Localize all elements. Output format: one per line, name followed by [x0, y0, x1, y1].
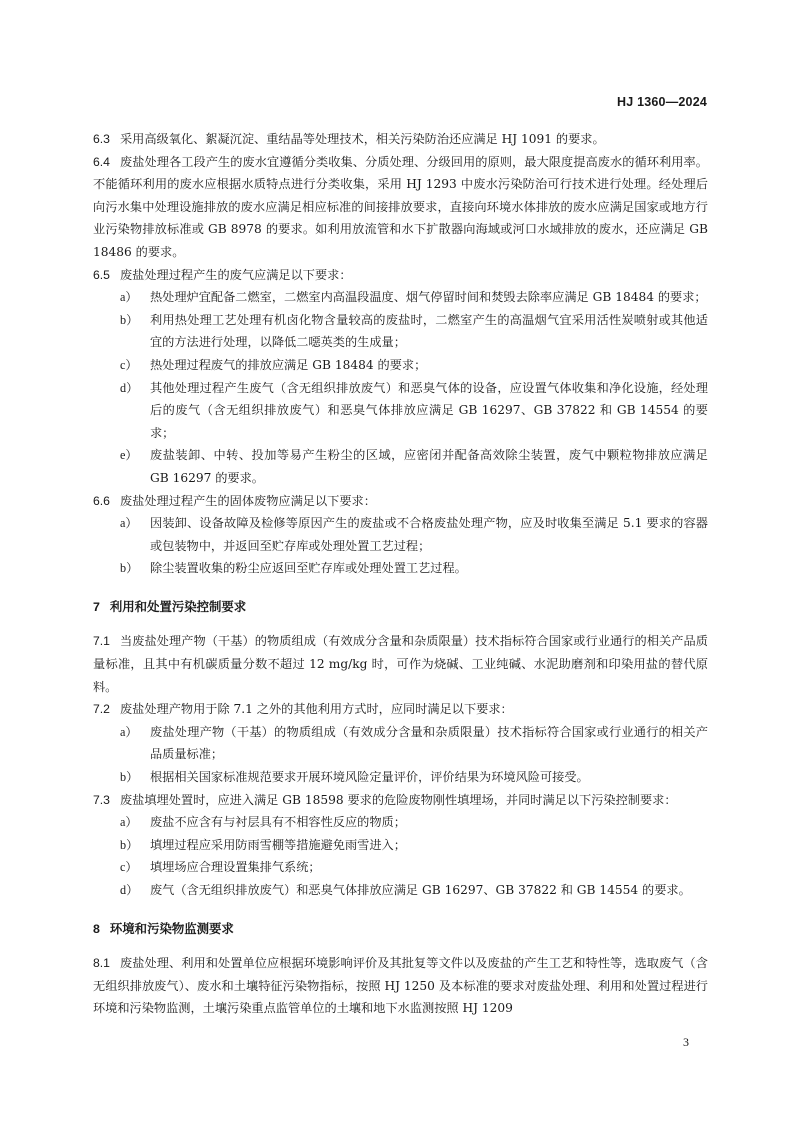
- list-item: d） 废气（含无组织排放废气）和恶臭气体排放应满足 GB 16297、GB 37822 和 GB 14554 的要求。: [120, 883, 691, 897]
- list-item: b） 利用热处理工艺处理有机卤化物含量较高的废盐时，二燃室产生的高温烟气宜采用活性炭喷射或其他适宜的方法进行处理，以降低二噁英类的生成量；: [120, 312, 708, 350]
- list-item: c） 填埋场应合理设置集排气系统；: [120, 860, 321, 875]
- list-item: a） 热处理炉宜配备二燃室，二燃室内高温段温度、烟气停留时间和焚毁去除率应满足 GB 18484 的要求；: [120, 290, 707, 305]
- list-item: a） 因装卸、设备故障及检修等原因产生的废盐或不合格废盐处理产物，应及时收集至满足 5.1 要求的容器或包装物中，并返回至贮存库或处理处置工艺过程；: [120, 516, 708, 553]
- clause-6-4: 6.4 废盐处理各工段产生的废水宜遵循分类收集、分质处理、分级回用的原则，最大限度提高废水的循环利用率。不能循环利用的废水应根据水质特点进行分类收集，采用 HJ 1293 中废水污染防治可行技术进行处理。经处理后向污水集中处理设施排放的废水应满足相应标准的间接排放要求，直接向环境水体排放的废水应满足国家或地方行业污染物排放标准或 GB 8978 的要求。如利用放流管和水下扩散器向海域或河口水域排放的废水，还应满足 GB 18486 的要求。: [93, 154, 708, 259]
- clause-7-3: 7.3 废盐填埋处置时，应进入满足 GB 18598 要求的危险废物刚性填埋场，并同时满足以下污染控制要求：: [93, 792, 677, 807]
- list-item: b） 填埋过程应采用防雨雪棚等措施避免雨雪进入；: [120, 837, 406, 852]
- list-item: d） 其他处理过程产生废气（含无组织排放废气）和恶臭气体的设备，应设置气体收集和净化设施，经处理后的废气（含无组织排放废气）和恶臭气体排放应满足 GB 16297、GB 37822 和 GB 14554 的要求；: [120, 380, 708, 440]
- clause-6-5: 6.5 废盐处理过程产生的废气应满足以下要求：: [93, 267, 352, 282]
- page-number: 3: [683, 1035, 689, 1049]
- list-item: e） 废盐装卸、中转、投加等易产生粉尘的区域，应密闭并配备高效除尘装置，废气中颗粒物排放应满足 GB 16297 的要求。: [120, 448, 708, 485]
- section-heading-8: 8 环境和污染物监测要求: [93, 921, 234, 936]
- list-item: c） 热处理过程废气的排放应满足 GB 18484 的要求；: [120, 357, 427, 372]
- clause-7-2: 7.2 废盐处理产物用于除 7.1 之外的其他利用方式时，应同时满足以下要求：: [93, 702, 513, 717]
- list-item: b） 除尘装置收集的粉尘应返回至贮存库或处理处置工艺过程。: [120, 561, 467, 576]
- doc-code: HJ 1360—2024: [617, 95, 707, 109]
- clause-6-3: 6.3 采用高级氧化、絮凝沉淀、重结晶等处理技术，相关污染防治还应满足 HJ 1091 的要求。: [93, 132, 605, 146]
- list-item: a） 废盐处理产物（干基）的物质组成（有效成分含量和杂质限量）技术指标符合国家或行业通行的相关产品质量标准；: [120, 724, 708, 762]
- section-heading-7: 7 利用和处置污染控制要求: [93, 599, 247, 614]
- list-item: a） 废盐不应含有与衬层具有不相容性反应的物质；: [120, 815, 406, 830]
- clause-6-6: 6.6 废盐处理过程产生的固体废物应满足以下要求：: [93, 493, 376, 508]
- clause-7-1: 7.1 当废盐处理产物（干基）的物质组成（有效成分含量和杂质限量）技术指标符合国家或行业通行的相关产品质量标准，且其中有机碳质量分数不超过 12 mg/kg 时，可作为烧碱、工业纯碱、水泥助磨剂和印染用盐的替代原料。: [93, 634, 708, 694]
- list-item: b） 根据相关国家标准规范要求开展环境风险定量评价，评价结果为环境风险可接受。: [120, 770, 589, 785]
- clause-8-1: 8.1 废盐处理、利用和处置单位应根据环境影响评价及其批复等文件以及废盐的产生工艺和特性等，选取废气（含无组织排放废气）、废水和土壤特征污染物指标，按照 HJ 1250 及本标准的要求对废盐处理、利用和处置过程进行环境和污染物监测，土壤污染重点监管单位的土壤和地下水监测按照 HJ 1209: [93, 956, 708, 1016]
- document-body: [93, 128, 708, 1020]
